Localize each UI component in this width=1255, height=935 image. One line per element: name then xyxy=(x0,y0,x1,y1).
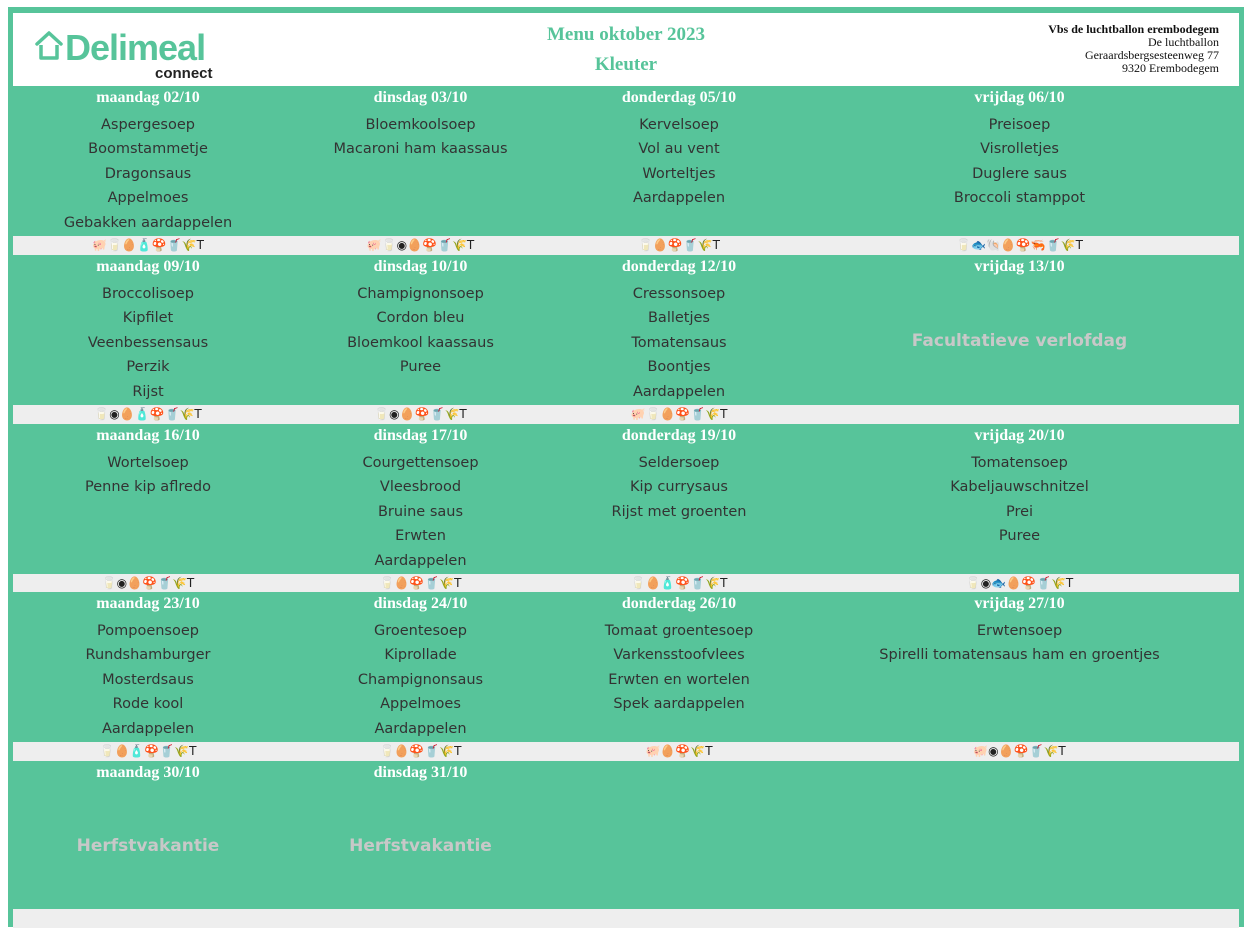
school-location: De luchtballon xyxy=(1148,35,1219,49)
day-menu xyxy=(558,282,800,405)
dish-item: Prei xyxy=(1005,503,1034,520)
dish-item: Preisoep xyxy=(988,117,1051,133)
dish-item: Tomatensaus xyxy=(631,334,727,351)
allergen-icons: 🐖🥛🥚🧴🍄🥤🌾T xyxy=(92,238,204,252)
dish-item: Aspergesoep xyxy=(101,117,195,133)
day-header: donderdag 12/10 xyxy=(621,258,737,275)
dish-item: Wortelsoep xyxy=(107,455,189,471)
day-menu xyxy=(800,619,1239,742)
day-header: dinsdag 24/10 xyxy=(373,595,468,612)
dish-item: Visrolletjes xyxy=(980,141,1059,158)
week-row xyxy=(13,255,1239,424)
dish-item: Broccoli stamppot xyxy=(953,190,1086,207)
allergen-icons xyxy=(800,405,1239,424)
dish-item: Perzik xyxy=(126,359,170,376)
week-day-header-bar xyxy=(13,255,1239,279)
allergen-icons: 🥛◉🐟🥚🍄🥤🌾T xyxy=(965,576,1074,590)
dish-item: Bruine saus xyxy=(377,503,464,520)
dish-item: Vol au vent xyxy=(638,141,720,158)
week-day-header-bar xyxy=(13,86,1239,110)
page-subtitle: Kleuter xyxy=(594,54,658,75)
allergen-icons: 🥛🐟🐚🥚🍄🦐🥤🌾T xyxy=(956,238,1083,252)
day-header xyxy=(800,761,1239,785)
dish-item: Appelmoes xyxy=(380,696,461,713)
allergen-strip xyxy=(13,405,1239,424)
dish-item: Rijst xyxy=(132,383,164,400)
week-day-header-bar xyxy=(13,761,1239,785)
dish-item: Cordon bleu xyxy=(376,310,465,327)
dish-item: Mosterdsaus xyxy=(102,671,194,688)
day-header: donderdag 26/10 xyxy=(621,595,737,612)
day-menu xyxy=(558,113,800,236)
day-header: vrijdag 20/10 xyxy=(974,427,1065,444)
day-menu xyxy=(283,113,558,236)
dish-item: Seldersoep xyxy=(638,455,720,471)
day-header xyxy=(558,761,800,785)
day-menu xyxy=(13,619,283,742)
dish-item: Champignonsoep xyxy=(357,286,484,302)
day-menu xyxy=(800,113,1239,236)
logo-subtext: connect xyxy=(155,65,213,82)
allergen-icons: 🥛◉🥚🍄🥤🌾T xyxy=(374,407,467,421)
dish-item: Champignonsaus xyxy=(357,671,484,688)
day-header: maandag 09/10 xyxy=(96,258,200,275)
allergen-icons: 🥛🥚🧴🍄🥤🌾T xyxy=(99,744,197,758)
dish-item: Puree xyxy=(399,359,442,376)
day-menu xyxy=(283,282,558,405)
allergen-icons: 🥛◉🥚🍄🥤🌾T xyxy=(101,576,195,590)
dish-item: Boontjes xyxy=(647,359,711,376)
dish-item: Kipfilet xyxy=(122,310,174,327)
page-title: Menu oktober 2023 xyxy=(547,24,705,45)
dish-item: Courgettensoep xyxy=(362,455,479,471)
allergen-icons: 🥛🥚🍄🥤🌾T xyxy=(637,238,721,252)
dish-item: Rundshamburger xyxy=(85,647,211,664)
dish-item: Balletjes xyxy=(647,310,710,327)
allergen-strip xyxy=(13,574,1239,593)
dish-item: Rijst met groenten xyxy=(611,503,747,520)
day-menu xyxy=(13,282,283,405)
day-header: maandag 30/10 xyxy=(96,764,200,781)
day-menu xyxy=(13,451,283,574)
dish-item: Boomstammetje xyxy=(88,141,208,158)
dish-item: Spek aardappelen xyxy=(613,696,745,713)
allergen-icons: 🥛🥚🍄🥤🌾T xyxy=(379,744,462,758)
week-day-header-bar xyxy=(13,592,1239,616)
allergen-icons xyxy=(13,909,283,928)
day-header: vrijdag 06/10 xyxy=(974,89,1065,106)
day-menu xyxy=(13,113,283,236)
school-street: Geraardsbergsesteenweg 77 xyxy=(1084,48,1219,62)
dish-item: Pompoensoep xyxy=(97,623,199,639)
day-menu xyxy=(283,451,558,574)
week-row xyxy=(13,86,1239,255)
day-header: maandag 23/10 xyxy=(96,595,200,612)
dish-item: Aardappelen xyxy=(374,552,467,569)
dish-item: Tomatensoep xyxy=(971,455,1068,471)
dish-item: Penne kip aflredo xyxy=(85,479,211,496)
special-day-note: Herfstvakantie xyxy=(349,836,492,856)
dish-item: Aardappelen xyxy=(632,190,726,207)
special-day-note: Facultatieve verlofdag xyxy=(911,331,1128,351)
school-name: Vbs de luchtballon erembodegem xyxy=(1048,22,1219,36)
dish-item: Kip currysaus xyxy=(630,479,728,496)
week-row xyxy=(13,761,1239,928)
allergen-icons: 🥛🥚🧴🍄🥤🌾T xyxy=(630,576,728,590)
dish-item: Kabeljauwschnitzel xyxy=(950,479,1089,496)
dish-item: Macaroni ham kaassaus xyxy=(333,141,508,158)
dish-item: Aardappelen xyxy=(374,720,467,737)
day-header: vrijdag 27/10 xyxy=(974,595,1065,612)
day-header: maandag 02/10 xyxy=(96,89,200,106)
week-row xyxy=(13,424,1239,593)
allergen-strip xyxy=(13,909,1239,928)
allergen-icons: 🐖◉🥚🍄🥤🌾T xyxy=(973,744,1066,758)
allergen-icons: 🐖🥛🥚🍄🥤🌾T xyxy=(630,407,728,421)
allergen-icons xyxy=(800,909,1239,928)
day-header: donderdag 05/10 xyxy=(621,89,737,106)
dish-item: Appelmoes xyxy=(107,190,189,207)
day-menu xyxy=(800,788,1239,909)
school-city: 9320 Erembodegem xyxy=(1122,61,1219,75)
allergen-icons: 🥛🥚🍄🥤🌾T xyxy=(379,576,462,590)
dish-item: Rode kool xyxy=(112,696,184,713)
allergen-icons: 🥛◉🥚🧴🍄🥤🌾T xyxy=(94,407,202,421)
day-header: dinsdag 31/10 xyxy=(373,764,468,781)
dish-item: Puree xyxy=(998,528,1041,545)
allergen-icons: 🐖🥛◉🥚🍄🥤🌾T xyxy=(366,238,475,252)
day-menu xyxy=(558,619,800,742)
dish-item: Kervelsoep xyxy=(639,117,719,133)
allergen-strip xyxy=(13,742,1239,761)
allergen-strip xyxy=(13,236,1239,255)
dish-item: Duglere saus xyxy=(972,165,1067,182)
day-header: donderdag 19/10 xyxy=(621,427,737,444)
dish-item: Erwtensoep xyxy=(976,623,1063,639)
dish-item: Groentesoep xyxy=(373,623,468,639)
dish-item: Dragonsaus xyxy=(104,165,192,182)
day-menu xyxy=(558,788,800,909)
day-header: vrijdag 13/10 xyxy=(974,258,1065,275)
dish-item: Bloemkool kaassaus xyxy=(347,334,494,351)
day-menu xyxy=(800,451,1239,574)
menu-header xyxy=(13,13,1239,86)
dish-item: Erwten en wortelen xyxy=(608,671,750,688)
dish-item: Aardappelen xyxy=(632,383,726,400)
week-day-header-bar xyxy=(13,424,1239,448)
logo-wordmark: Delimeal xyxy=(65,27,206,68)
dish-item: Cressonsoep xyxy=(632,286,726,302)
dish-item: Vleesbrood xyxy=(379,479,462,496)
day-menu xyxy=(283,619,558,742)
day-menu xyxy=(558,451,800,574)
dish-item: Tomaat groentesoep xyxy=(604,623,754,639)
dish-item: Veenbessensaus xyxy=(87,334,209,351)
day-header: dinsdag 17/10 xyxy=(373,427,468,444)
allergen-icons: 🐖🥚🍄🌾T xyxy=(645,744,713,758)
dish-item: Spirelli tomatensaus ham en groentjes xyxy=(879,647,1160,664)
dish-item: Erwten xyxy=(395,528,446,545)
dish-item: Broccolisoep xyxy=(102,286,194,302)
allergen-icons xyxy=(558,909,800,928)
week-row xyxy=(13,592,1239,761)
dish-item: Varkensstoofvlees xyxy=(613,647,745,664)
dish-item: Aardappelen xyxy=(101,720,195,737)
day-header: dinsdag 03/10 xyxy=(373,89,468,106)
dish-item: Bloemkoolsoep xyxy=(365,117,476,133)
dish-item: Kiprollade xyxy=(384,647,457,664)
day-header: dinsdag 10/10 xyxy=(373,258,468,275)
allergen-icons xyxy=(283,909,558,928)
day-header: maandag 16/10 xyxy=(96,427,200,444)
special-day-note: Herfstvakantie xyxy=(76,836,220,856)
dish-item: Gebakken aardappelen xyxy=(63,214,233,231)
dish-item: Worteltjes xyxy=(642,165,716,182)
school-address xyxy=(1048,23,1219,75)
